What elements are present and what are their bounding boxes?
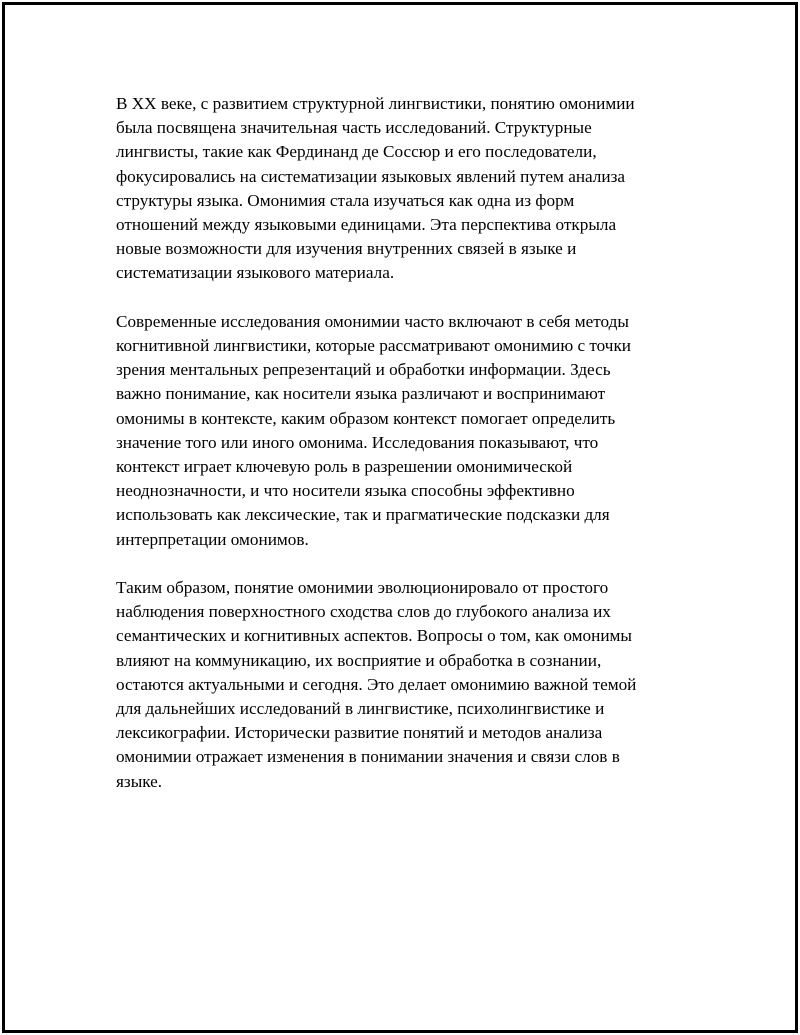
text-line: структуры языка. Омонимия стала изучаться как одна из форм — [116, 190, 575, 210]
text-line: систематизации языкового материала. — [116, 263, 395, 283]
text-line: языке. — [116, 771, 163, 791]
text-line: для дальнейших исследований в лингвистике, психолингвистике и — [116, 699, 605, 719]
text-line: зрения ментальных репрезентаций и обработки информации. Здесь — [116, 360, 611, 380]
text-line: фокусировались на систематизации языковых явлений путем анализа — [116, 166, 625, 186]
text-line: лексикографии. Исторически развитие понятий и методов анализа — [116, 723, 603, 743]
text-line: омонимии отражает изменения в понимании значения и связи слов в — [116, 747, 620, 767]
text-line: важно понимание, как носители языка различают и воспринимают — [116, 384, 606, 404]
text-line: значение того или иного омонима. Исследования показывают, что — [116, 432, 599, 452]
text-line: использовать как лексические, так и прагматические подсказки для — [116, 505, 610, 525]
text-line: была посвящена значительная часть исследований. Структурные — [116, 118, 592, 138]
text-line: Таким образом, понятие омонимии эволюционировало от простого — [116, 578, 609, 598]
text-line: омонимы в контексте, каким образом контекст помогает определить — [116, 408, 616, 428]
paragraph-3 — [116, 576, 688, 794]
document-body — [116, 92, 688, 818]
text-line: влияют на коммуникацию, их восприятие и обработка в сознании, — [116, 650, 602, 670]
text-line: В XX веке, с развитием структурной лингвистики, понятию омонимии — [116, 94, 635, 113]
paragraph-1 — [116, 92, 688, 286]
text-line: интерпретации омонимов. — [116, 529, 309, 549]
text-line: Современные исследования омонимии часто включают в себя методы — [116, 311, 629, 331]
text-line: отношений между языковыми единицами. Эта перспектива открыла — [116, 215, 617, 235]
text-line: неоднозначности, и что носители языка способны эффективно — [116, 481, 575, 501]
text-line: лингвисты, такие как Фердинанд де Соссюр и его последователи, — [116, 142, 597, 162]
text-line: остаются актуальными и сегодня. Это делает омонимию важной темой — [116, 674, 637, 694]
text-line: контекст играет ключевую роль в разрешении омонимической — [116, 457, 573, 477]
text-line: наблюдения поверхностного сходства слов до глубокого анализа их — [116, 602, 611, 622]
paragraph-2 — [116, 310, 688, 552]
text-line: семантических и когнитивных аспектов. Вопросы о том, как омонимы — [116, 626, 632, 646]
text-line: когнитивной лингвистики, которые рассматривают омонимию с точки — [116, 336, 632, 356]
text-line: новые возможности для изучения внутренних связей в языке и — [116, 239, 577, 259]
